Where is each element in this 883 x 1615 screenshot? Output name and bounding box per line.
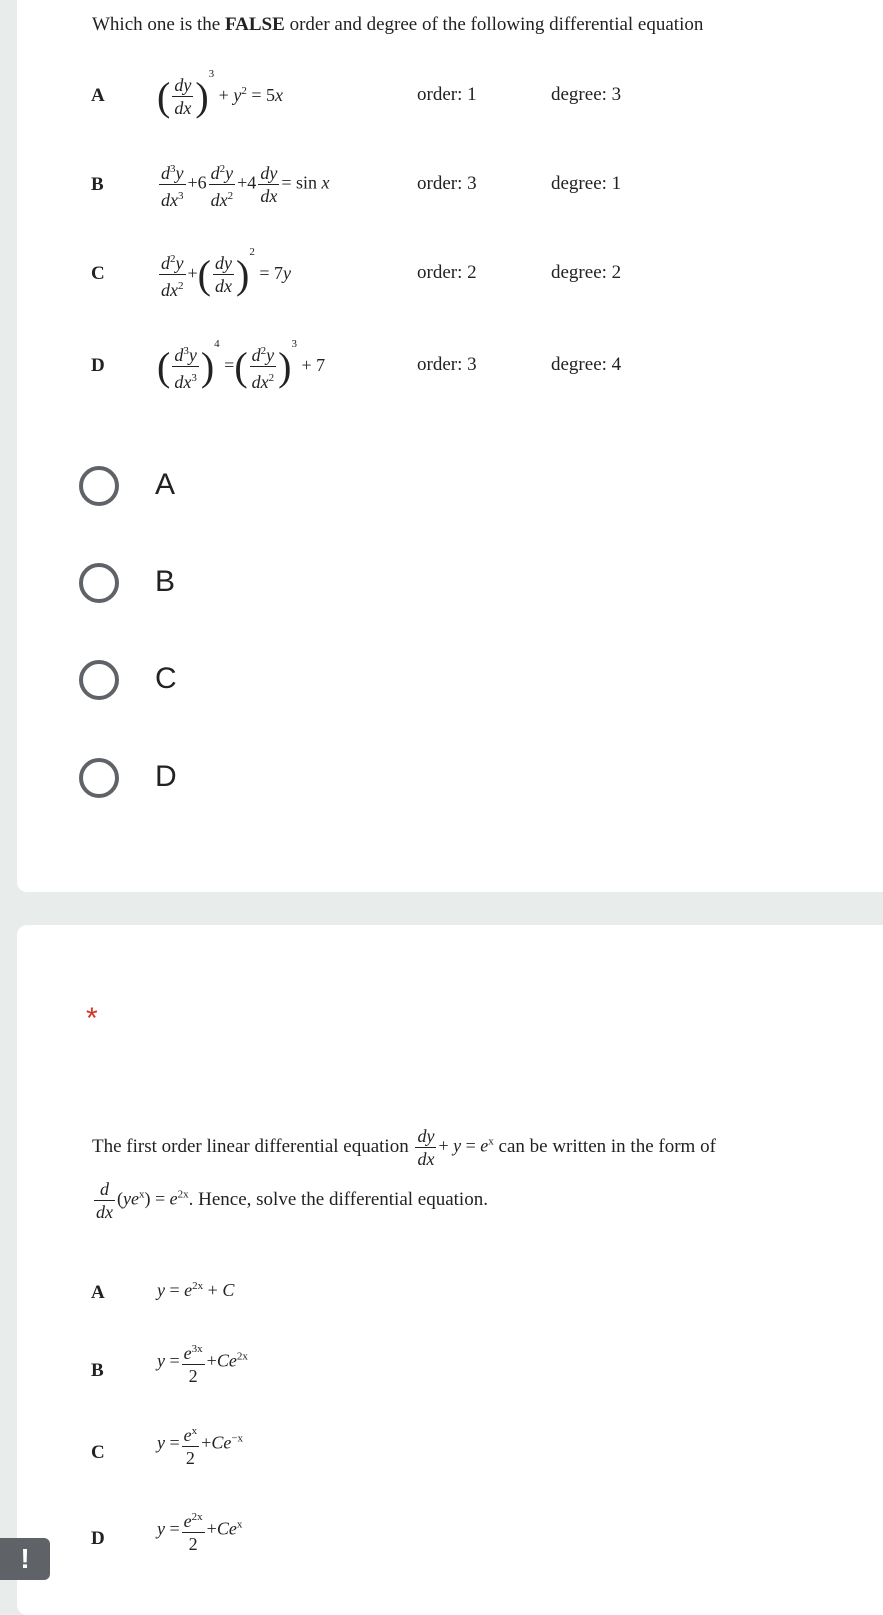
equation-b: $\frac{d^3y}{dx^3}$ +6 $\frac{d^2y}{dx^2}$ +4 $\frac{dy}{dx}$ = sin x	[157, 158, 329, 211]
q2-equation-c: y = $\frac{e^x}{2}$ $+Ce^{-x}$	[157, 1420, 243, 1469]
q1-row-letter: B	[91, 174, 104, 195]
q2-equation-a: $y = e^{2x} + C$	[157, 1280, 235, 1300]
q1-equation-row-d	[17, 338, 883, 398]
warning-badge[interactable]: !	[0, 1538, 50, 1580]
equation-c: $\frac{d^2y}{dx^2}$ +( $\frac{dy}{dx}$ )$^2$ = 7y	[161, 246, 291, 301]
q2-equation-b: y = $\frac{e^{3x}}{2}$ $+Ce^{2x}$	[157, 1338, 248, 1387]
choice-a[interactable]	[17, 458, 883, 528]
q1-degree-c: degree: 2	[551, 262, 622, 283]
q2-option-a	[17, 1267, 883, 1327]
q1-order-d: order: 3	[417, 354, 477, 375]
q2-row-letter: A	[91, 1282, 105, 1303]
question-card-2	[17, 925, 883, 1615]
choice-c-label: C	[155, 662, 177, 695]
q2-option-d	[17, 1506, 883, 1566]
choice-d-label: D	[155, 760, 177, 793]
q2-row-letter: D	[91, 1528, 105, 1549]
choice-b[interactable]	[17, 555, 883, 625]
q2-prompt-a: The first order linear differential equation	[92, 1135, 409, 1157]
choice-a-label: A	[155, 468, 176, 501]
q1-order-c: order: 2	[417, 262, 477, 283]
radio-button-c[interactable]	[79, 660, 119, 700]
radio-button-a[interactable]	[79, 466, 119, 506]
radio-button-d[interactable]	[79, 758, 119, 798]
q1-order-b: order: 3	[417, 173, 477, 194]
question-1-text	[92, 14, 703, 36]
q1-degree-d: degree: 4	[551, 354, 622, 375]
question-2-line-2	[92, 1178, 488, 1223]
q1-equation-row-b	[17, 156, 883, 216]
q1-degree-a: degree: 3	[551, 84, 622, 105]
q1-equation-row-c	[17, 246, 883, 306]
q1-order-a: order: 1	[417, 84, 477, 105]
q1-equation-row-a	[17, 68, 883, 128]
q1-prompt-post: order and degree of the following differential equation	[284, 14, 704, 35]
q2-equation-d: y = $\frac{e^{2x}}{2}$ $+Ce^x$	[157, 1506, 242, 1555]
required-asterisk: *	[86, 1002, 98, 1035]
q1-degree-b: degree: 1	[551, 173, 622, 194]
question-2-line-1	[92, 1125, 716, 1170]
choice-d[interactable]	[17, 750, 883, 820]
q1-prompt-pre: Which one is the	[92, 14, 225, 35]
q2-option-c	[17, 1420, 883, 1480]
q2-option-b	[17, 1335, 883, 1395]
q2-prompt-b: can be written in the form of	[498, 1135, 716, 1157]
q1-row-letter: C	[91, 263, 105, 284]
q2-row-letter: B	[91, 1360, 104, 1381]
question-card-1	[17, 0, 883, 892]
equation-d: ( $\frac{d^3y}{dx^3}$ )$^4$ =( $\frac{d^2y}{dx^2}$ )$^3$ + 7	[157, 338, 326, 393]
q1-row-letter: D	[91, 355, 105, 376]
q2-row-letter: C	[91, 1442, 105, 1463]
radio-button-b[interactable]	[79, 563, 119, 603]
q2-inline-equation: $\frac{dy}{dx}$ + $y = e^x$	[417, 1126, 494, 1169]
q1-row-letter: A	[91, 85, 105, 106]
choice-b-label: B	[155, 565, 176, 598]
q2-form-equation: $\frac{d}{dx}$ $(ye^x) = e^{2x}$	[96, 1179, 189, 1222]
choice-c[interactable]	[17, 652, 883, 722]
q1-prompt-bold: FALSE	[224, 14, 285, 35]
q2-prompt-c: . Hence, solve the differential equation.	[188, 1188, 488, 1210]
equation-a: ( $\frac{dy}{dx}$ )$^3 + y^2 = 5x$	[157, 68, 283, 119]
